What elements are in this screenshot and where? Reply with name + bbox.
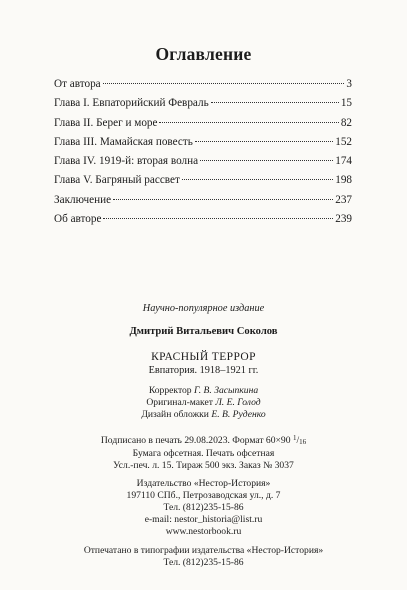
toc-entry (54, 155, 352, 174)
credit-name: Г. В. Засыпкина (194, 385, 259, 396)
toc-entry-page: 15 (340, 97, 352, 110)
toc-entry-label: Об авторе (54, 213, 102, 226)
toc-leader-dots (113, 199, 333, 200)
toc-leader-dots (195, 141, 333, 142)
toc-entry-page: 198 (335, 174, 352, 187)
credit-corrector (0, 385, 407, 397)
credit-name: Е. В. Руденко (211, 409, 266, 420)
book-title: КРАСНЫЙ ТЕРРОР (151, 351, 256, 363)
publisher-phone: Тел. (812)235-15-86 (163, 502, 244, 513)
toc-entry (54, 97, 352, 116)
publisher-website: www.nestorbook.ru (165, 526, 242, 537)
publisher-email: e-mail: nestor_historia@list.ru (144, 514, 263, 525)
toc-title: Оглавление (155, 44, 252, 64)
toc-leader-dots (103, 83, 345, 84)
toc-entry-label: Глава V. Багряный рассвет (54, 174, 180, 187)
toc-entry-page: 152 (335, 135, 352, 148)
toc-entry (54, 78, 352, 97)
author-name: Дмитрий Витальевич Соколов (129, 326, 278, 337)
book-subtitle: Евпатория. 1918–1921 гг. (148, 365, 259, 376)
credit-name: Л. Е. Голод (215, 397, 261, 408)
credits-block (0, 385, 407, 421)
publisher-block (0, 478, 407, 538)
printer-phone: Тел. (812)235-15-86 (163, 557, 244, 568)
toc-entry (54, 213, 352, 232)
publisher-address: 197110 СПб., Петрозаводская ул., д. 7 (126, 490, 281, 501)
credit-cover (0, 409, 407, 421)
toc-entry-label: Глава III. Мамайская повесть (54, 135, 193, 148)
credit-label: Оригинал-макет (146, 397, 213, 408)
toc-entry (54, 136, 352, 155)
toc-entry-label: Глава IV. 1919-й: вторая волна (54, 155, 199, 168)
format-denominator: 16 (299, 438, 307, 446)
toc-entry-page: 239 (335, 213, 352, 226)
toc-entry-page: 237 (335, 193, 352, 206)
toc-entry-page: 174 (335, 155, 352, 168)
printer-block (0, 545, 407, 569)
credit-layout (0, 397, 407, 409)
print-sheets-line: Усл.-печ. л. 15. Тираж 500 экз. Заказ № 3037 (113, 460, 294, 471)
toc-entry (54, 117, 352, 136)
toc-entry-page: 3 (346, 78, 352, 90)
print-paper-line: Бумага офсетная. Печать офсетная (132, 448, 275, 459)
credit-label: Корректор (148, 385, 192, 396)
toc-leader-dots (200, 160, 333, 161)
print-signed-line: Подписано в печать 29.08.2023. Формат 60×90 $^1$/16 (100, 434, 307, 446)
credit-label: Дизайн обложки (141, 409, 209, 420)
table-of-contents (54, 78, 352, 232)
toc-entry-label: Глава II. Берег и море (54, 116, 158, 129)
format-numerator: 1 (292, 434, 297, 442)
edition-genre: Научно-популярное издание (142, 303, 265, 314)
toc-entry-label: Заключение (54, 193, 112, 206)
toc-leader-dots (159, 122, 338, 123)
print-signed-text: Подписано в печать 29.08.2023. Формат 60×90 (100, 435, 291, 446)
publisher-name: Издательство «Нестор-История» (136, 478, 271, 489)
toc-entry-page: 82 (340, 116, 352, 129)
toc-entry (54, 174, 352, 193)
toc-entry-label: Глава I. Евпаторийский Февраль (54, 97, 209, 110)
toc-entry (54, 194, 352, 213)
printer-line: Отпечатано в типографии издательства «Нестор-История» (83, 545, 324, 556)
toc-leader-dots (103, 218, 333, 219)
toc-leader-dots (211, 102, 339, 103)
toc-entry-label: От автора (54, 78, 101, 90)
print-info-block (0, 432, 407, 472)
toc-leader-dots (182, 179, 333, 180)
